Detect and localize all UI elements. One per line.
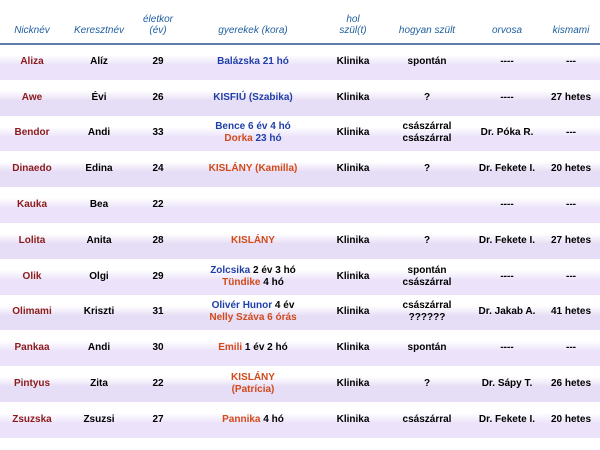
child-line	[182, 372, 324, 384]
child-text: Pannika	[222, 413, 261, 425]
birth-method: császárral	[402, 276, 452, 288]
cell-how	[382, 259, 472, 295]
header-how: hogyan szült	[382, 0, 472, 44]
cell-how	[382, 80, 472, 116]
child-text: Olivér Hunor	[211, 300, 273, 312]
child-text: 23 hó	[252, 133, 282, 145]
child-text: Dorka	[224, 133, 253, 145]
cell-how	[382, 223, 472, 259]
cell-where: Klinika	[336, 163, 370, 175]
cell-pregnant: ---	[566, 199, 576, 211]
child-line	[182, 56, 324, 68]
cell-doctor: Dr. Fekete I.	[478, 234, 536, 246]
child-text: 4 év	[272, 300, 295, 312]
birth-method: ?	[423, 91, 431, 103]
child-text: Zolcsika	[210, 264, 251, 276]
child-text: 4 hó	[260, 276, 284, 288]
cell-doctor: ----	[500, 91, 514, 103]
cell-name: Zita	[90, 378, 108, 390]
cell-doctor: ----	[500, 56, 514, 68]
child-line	[182, 277, 324, 289]
cell-pregnant: 27 hetes	[550, 91, 592, 103]
cell-pregnant: ---	[566, 56, 576, 68]
cell-name: Anita	[86, 234, 112, 246]
cell-how	[382, 151, 472, 187]
cell-nick: Olik	[22, 270, 42, 282]
birth-method: császárral	[402, 413, 452, 425]
cell-age: 22	[152, 199, 164, 211]
cell-children	[182, 295, 324, 331]
child-text: KISLÁNY	[231, 372, 275, 384]
cell-name: Évi	[91, 91, 107, 103]
cell-nick: Kauka	[16, 199, 47, 211]
cell-age: 30	[152, 342, 164, 354]
birth-method: ?	[423, 378, 431, 390]
cell-name: Bea	[89, 199, 109, 211]
cell-doctor: Dr. Fekete I.	[478, 413, 536, 425]
cell-nick: Bendor	[14, 127, 50, 139]
cell-age: 29	[152, 270, 164, 282]
child-text: Emili	[218, 342, 243, 354]
birth-method: császárral	[402, 300, 452, 312]
cell-how	[382, 295, 472, 331]
child-line	[182, 300, 324, 312]
child-line	[182, 414, 324, 426]
cell-nick: Lolita	[18, 234, 46, 246]
cell-pregnant: ---	[566, 342, 576, 354]
birth-method: ?	[423, 163, 431, 175]
cell-doctor: Dr. Fekete I.	[478, 163, 536, 175]
cell-children	[182, 223, 324, 259]
child-text: Balázska	[217, 56, 260, 68]
cell-how	[382, 116, 472, 152]
header-doctor: orvosa	[472, 0, 542, 44]
cell-age: 28	[152, 234, 164, 246]
cell-name: Andi	[87, 342, 111, 354]
cell-pregnant: 26 hetes	[550, 378, 592, 390]
cell-age: 29	[152, 56, 164, 68]
cell-doctor: ----	[500, 199, 514, 211]
table-row	[0, 259, 600, 295]
cell-name: Alíz	[90, 56, 108, 68]
header-pregnant: kismami	[542, 0, 600, 44]
table-row	[0, 223, 600, 259]
child-text: KISLÁNY (Kamilla)	[208, 163, 298, 175]
cell-children	[182, 187, 324, 223]
cell-how	[382, 330, 472, 366]
birth-method: császárral	[402, 121, 452, 133]
child-line	[182, 133, 324, 145]
cell-pregnant: 27 hetes	[550, 234, 592, 246]
cell-children	[182, 366, 324, 402]
child-line	[182, 121, 324, 133]
cell-where	[324, 187, 382, 223]
cell-where: Klinika	[336, 342, 370, 354]
cell-children	[182, 80, 324, 116]
cell-name: Zsuzsi	[83, 413, 115, 425]
table-row	[0, 187, 600, 223]
cell-doctor: Dr. Póka R.	[480, 127, 534, 139]
table-row	[0, 116, 600, 152]
cell-children	[182, 44, 324, 80]
cell-name: Andi	[87, 127, 111, 139]
cell-doctor: Dr. Sápy T.	[481, 378, 533, 390]
child-line	[182, 312, 324, 324]
birth-method: spontán	[407, 56, 447, 68]
child-line	[182, 163, 324, 175]
cell-doctor: Dr. Jakab A.	[478, 306, 536, 318]
cell-how	[382, 402, 472, 438]
cell-how	[382, 187, 472, 223]
header-children: gyerekek (kora)	[182, 0, 324, 44]
cell-where: Klinika	[336, 127, 370, 139]
cell-nick: Pankaa	[14, 342, 50, 354]
table-row	[0, 44, 600, 80]
cell-pregnant: ---	[566, 270, 576, 282]
cell-children	[182, 259, 324, 295]
cell-where: Klinika	[336, 413, 370, 425]
table-row	[0, 366, 600, 402]
table-row	[0, 330, 600, 366]
child-line	[182, 342, 324, 354]
cell-age: 31	[152, 306, 164, 318]
cell-children	[182, 116, 324, 152]
header-name: Keresztnév	[64, 0, 134, 44]
cell-nick: Zsuzska	[12, 413, 52, 425]
table-row	[0, 402, 600, 438]
cell-pregnant: 20 hetes	[550, 413, 592, 425]
cell-nick: Dinaedo	[12, 163, 52, 175]
cell-age: 22	[152, 378, 164, 390]
child-line	[182, 384, 324, 396]
birth-method: ??????	[408, 312, 446, 324]
birth-method: ?	[423, 234, 431, 246]
cell-where: Klinika	[336, 91, 370, 103]
child-text: Nelly Száva 6 órás	[209, 312, 297, 324]
table-row	[0, 151, 600, 187]
cell-age: 24	[152, 163, 164, 175]
birth-method: spontán	[407, 342, 447, 354]
cell-where: Klinika	[336, 56, 370, 68]
child-text: 1 év 2 hó	[242, 342, 288, 354]
cell-nick: Aliza	[20, 56, 44, 68]
cell-pregnant: 41 hetes	[550, 306, 592, 318]
cell-pregnant: ---	[566, 127, 576, 139]
child-text: KISFIÚ (Szabika)	[213, 91, 293, 103]
child-text: Tündike	[222, 276, 261, 288]
cell-nick: Awe	[21, 91, 43, 103]
cell-doctor: ----	[500, 270, 514, 282]
child-line	[182, 265, 324, 277]
cell-how	[382, 44, 472, 80]
cell-doctor: ----	[500, 342, 514, 354]
header-age: életkor (év)	[134, 0, 182, 44]
cell-how	[382, 366, 472, 402]
table-row	[0, 295, 600, 331]
header-row	[0, 0, 600, 44]
child-text: 2 év 3 hó	[250, 264, 296, 276]
cell-where: Klinika	[336, 270, 370, 282]
cell-age: 27	[152, 413, 164, 425]
child-text: (Patrícia)	[231, 384, 275, 396]
cell-children	[182, 151, 324, 187]
header-nick: Nicknév	[0, 0, 64, 44]
header-where: hol szül(t)	[324, 0, 382, 44]
child-text: 6 év 4 hó	[245, 121, 291, 133]
cell-age: 33	[152, 127, 164, 139]
cell-where: Klinika	[336, 306, 370, 318]
child-text: KISLÁNY	[231, 234, 275, 246]
cell-children	[182, 402, 324, 438]
cell-name: Olgi	[89, 270, 109, 282]
cell-pregnant: 20 hetes	[550, 163, 592, 175]
cell-name: Kriszti	[83, 306, 115, 318]
child-text: Bence	[215, 121, 246, 133]
cell-where: Klinika	[336, 378, 370, 390]
child-text: 21 hó	[259, 56, 289, 68]
table-row	[0, 80, 600, 116]
birth-method: császárral	[402, 133, 452, 145]
child-line	[182, 235, 324, 247]
child-text: 4 hó	[260, 413, 284, 425]
cell-where: Klinika	[336, 234, 370, 246]
cell-name: Edina	[85, 163, 113, 175]
cell-children	[182, 330, 324, 366]
cell-age: 26	[152, 91, 164, 103]
cell-nick: Olimami	[12, 306, 52, 318]
cell-nick: Pintyus	[13, 378, 51, 390]
birth-method: spontán	[407, 264, 447, 276]
child-line	[182, 92, 324, 104]
